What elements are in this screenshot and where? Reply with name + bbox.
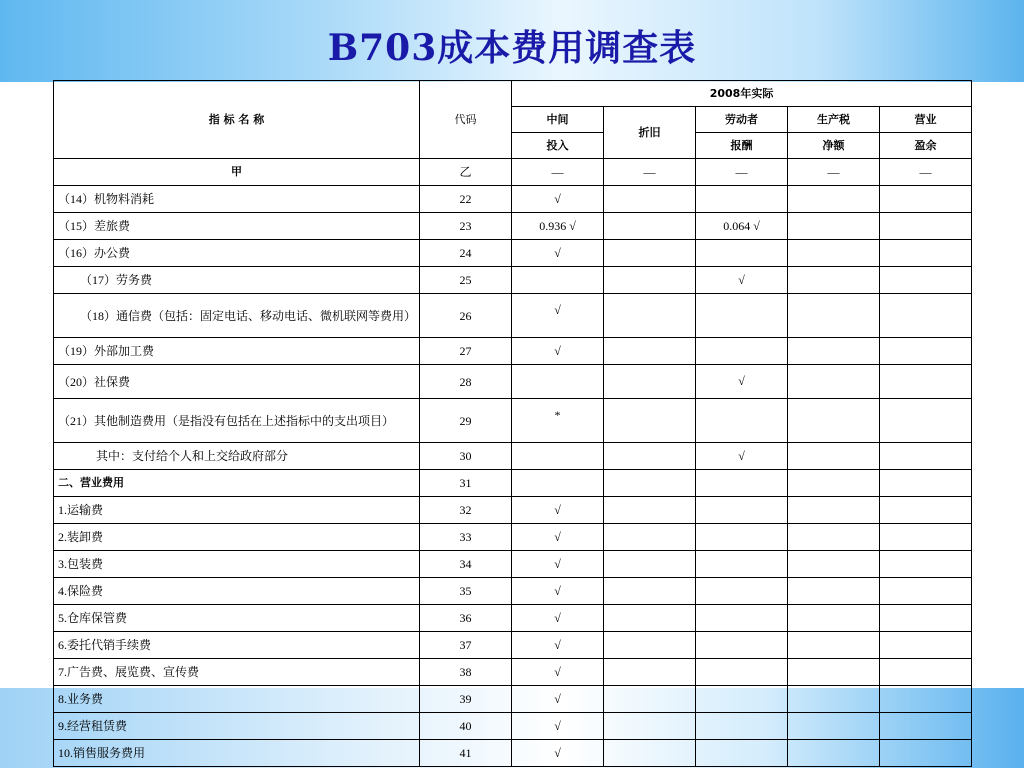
intermediate-input-cell: √ [512, 659, 604, 686]
indicator-name-cell: 8.业务费 [54, 686, 420, 713]
labor-comp-cell: √ [696, 443, 788, 470]
code-cell: 22 [420, 186, 512, 213]
labor-comp-cell [696, 186, 788, 213]
intermediate-input-cell: √ [512, 605, 604, 632]
indicator-name-cell: （15）差旅费 [54, 213, 420, 240]
surplus-cell [880, 240, 972, 267]
net-tax-cell [788, 267, 880, 294]
labor-comp-cell [696, 497, 788, 524]
code-cell: 24 [420, 240, 512, 267]
header-row-1 [54, 81, 972, 107]
table-row [54, 186, 972, 213]
labor-comp-cell [696, 338, 788, 365]
indicator-name-cell: 10.销售服务费用 [54, 740, 420, 767]
surplus-cell [880, 213, 972, 240]
depreciation-cell [604, 686, 696, 713]
code-cell: 29 [420, 399, 512, 443]
code-header: 代码 [420, 81, 512, 159]
labor-comp-cell [696, 470, 788, 497]
intermediate-input-cell: 0.936 √ [512, 213, 604, 240]
indicator-name-cell: （20）社保费 [54, 365, 420, 399]
labor-comp-cell [696, 740, 788, 767]
labor-comp-cell [696, 659, 788, 686]
surplus-cell [880, 632, 972, 659]
table-row [54, 338, 972, 365]
intermediate-input-cell: √ [512, 740, 604, 767]
depreciation-cell [604, 365, 696, 399]
surplus-cell [880, 497, 972, 524]
code-cell: 27 [420, 338, 512, 365]
depreciation-cell [604, 186, 696, 213]
labor-comp-cell [696, 524, 788, 551]
depreciation-cell [604, 470, 696, 497]
net-tax-header-line2: 净额 [788, 133, 880, 159]
table-row [54, 294, 972, 338]
table-row [54, 659, 972, 686]
code-cell: 25 [420, 267, 512, 294]
table-row [54, 740, 972, 767]
depreciation-cell [604, 551, 696, 578]
net-tax-cell [788, 524, 880, 551]
table-row [54, 365, 972, 399]
surplus-cell [880, 470, 972, 497]
net-tax-cell [788, 740, 880, 767]
depreciation-cell [604, 578, 696, 605]
intermediate-input-cell: * [512, 399, 604, 443]
intermediate-input-cell: √ [512, 632, 604, 659]
net-tax-cell [788, 551, 880, 578]
table-row [54, 605, 972, 632]
labor-comp-cell [696, 686, 788, 713]
net-tax-cell [788, 399, 880, 443]
net-tax-cell [788, 294, 880, 338]
net-tax-cell [788, 338, 880, 365]
depreciation-cell [604, 294, 696, 338]
intermediate-input-cell: √ [512, 338, 604, 365]
depreciation-cell [604, 338, 696, 365]
table-row [54, 578, 972, 605]
indicator-name-cell: 7.广告费、展览费、宣传费 [54, 659, 420, 686]
labor-comp-cell: 0.064 √ [696, 213, 788, 240]
ref-dash: — [512, 159, 604, 186]
code-cell: 34 [420, 551, 512, 578]
intermediate-input-cell: √ [512, 240, 604, 267]
surplus-cell [880, 686, 972, 713]
depreciation-cell [604, 659, 696, 686]
code-cell: 38 [420, 659, 512, 686]
code-cell: 32 [420, 497, 512, 524]
indicator-name-cell: 9.经营租赁费 [54, 713, 420, 740]
net-tax-cell [788, 659, 880, 686]
net-tax-cell [788, 713, 880, 740]
labor-comp-cell [696, 632, 788, 659]
ref-dash: — [604, 159, 696, 186]
indicator-name-cell: 3.包装费 [54, 551, 420, 578]
indicator-name-cell: 1.运输费 [54, 497, 420, 524]
table-row [54, 497, 972, 524]
code-cell: 40 [420, 713, 512, 740]
indicator-name-cell: 其中：支付给个人和上交给政府部分 [54, 443, 420, 470]
ref-dash: — [696, 159, 788, 186]
indicator-name-cell: 5.仓库保管费 [54, 605, 420, 632]
depreciation-cell [604, 524, 696, 551]
surplus-cell [880, 294, 972, 338]
code-cell: 26 [420, 294, 512, 338]
depreciation-cell [604, 267, 696, 294]
surplus-cell [880, 713, 972, 740]
intermediate-input-cell: √ [512, 497, 604, 524]
labor-comp-cell [696, 294, 788, 338]
net-tax-cell [788, 578, 880, 605]
table-row [54, 632, 972, 659]
surplus-header-line1: 营业 [880, 107, 972, 133]
code-cell: 31 [420, 470, 512, 497]
code-cell: 41 [420, 740, 512, 767]
net-tax-cell [788, 365, 880, 399]
indicator-name-cell: （17）劳务费 [54, 267, 420, 294]
surplus-cell [880, 399, 972, 443]
table-row [54, 213, 972, 240]
table-row [54, 240, 972, 267]
depreciation-cell [604, 740, 696, 767]
net-tax-cell [788, 632, 880, 659]
surplus-cell [880, 659, 972, 686]
intermediate-input-cell: √ [512, 186, 604, 213]
net-tax-cell [788, 686, 880, 713]
indicator-name-cell: 6.委托代销手续费 [54, 632, 420, 659]
table-row [54, 443, 972, 470]
code-cell: 35 [420, 578, 512, 605]
code-cell: 36 [420, 605, 512, 632]
depreciation-cell [604, 399, 696, 443]
indicator-name-cell: 4.保险费 [54, 578, 420, 605]
code-cell: 23 [420, 213, 512, 240]
code-cell: 33 [420, 524, 512, 551]
net-tax-cell [788, 213, 880, 240]
intermediate-input-cell: √ [512, 713, 604, 740]
net-tax-cell [788, 497, 880, 524]
depreciation-cell [604, 632, 696, 659]
intermediate-input-cell [512, 470, 604, 497]
code-cell: 39 [420, 686, 512, 713]
depreciation-cell [604, 497, 696, 524]
table-row [54, 686, 972, 713]
code-cell: 30 [420, 443, 512, 470]
cost-survey-table [53, 80, 972, 767]
depreciation-cell [604, 443, 696, 470]
indicator-name-cell: 2.装卸费 [54, 524, 420, 551]
intermediate-input-cell [512, 267, 604, 294]
labor-comp-cell [696, 399, 788, 443]
depreciation-cell [604, 713, 696, 740]
table-row [54, 524, 972, 551]
surplus-cell [880, 740, 972, 767]
depreciation-cell [604, 213, 696, 240]
ref-name: 甲 [54, 159, 420, 186]
surplus-cell [880, 578, 972, 605]
net-tax-header-line1: 生产税 [788, 107, 880, 133]
year-group-header: 2008年实际 [512, 81, 972, 107]
ref-dash: — [880, 159, 972, 186]
surplus-cell [880, 186, 972, 213]
surplus-cell [880, 443, 972, 470]
intermediate-input-header-line2: 投入 [512, 133, 604, 159]
table-row [54, 470, 972, 497]
reference-row [54, 159, 972, 186]
depreciation-header: 折旧 [604, 107, 696, 159]
intermediate-input-cell [512, 443, 604, 470]
surplus-cell [880, 365, 972, 399]
labor-comp-header-line1: 劳动者 [696, 107, 788, 133]
surplus-cell [880, 267, 972, 294]
indicator-name-header: 指 标 名 称 [54, 81, 420, 159]
code-cell: 28 [420, 365, 512, 399]
intermediate-input-cell: √ [512, 294, 604, 338]
table-row [54, 551, 972, 578]
ref-dash: — [788, 159, 880, 186]
net-tax-cell [788, 605, 880, 632]
depreciation-cell [604, 240, 696, 267]
table-row [54, 713, 972, 740]
table-row [54, 267, 972, 294]
indicator-name-cell: （14）机物料消耗 [54, 186, 420, 213]
surplus-cell [880, 605, 972, 632]
labor-comp-cell [696, 605, 788, 632]
net-tax-cell [788, 443, 880, 470]
net-tax-cell [788, 186, 880, 213]
intermediate-input-cell: √ [512, 686, 604, 713]
indicator-name-cell: （16）办公费 [54, 240, 420, 267]
labor-comp-cell: √ [696, 365, 788, 399]
intermediate-input-cell: √ [512, 578, 604, 605]
net-tax-cell [788, 240, 880, 267]
labor-comp-cell [696, 713, 788, 740]
intermediate-input-cell: √ [512, 524, 604, 551]
net-tax-cell [788, 470, 880, 497]
surplus-cell [880, 338, 972, 365]
labor-comp-cell [696, 578, 788, 605]
table-row [54, 399, 972, 443]
depreciation-cell [604, 605, 696, 632]
labor-comp-cell: √ [696, 267, 788, 294]
surplus-cell [880, 551, 972, 578]
indicator-name-cell: （18）通信费（包括：固定电话、移动电话、微机联网等费用） [54, 294, 420, 338]
labor-comp-cell [696, 551, 788, 578]
indicator-name-cell: （19）外部加工费 [54, 338, 420, 365]
intermediate-input-cell [512, 365, 604, 399]
labor-comp-header-line2: 报酬 [696, 133, 788, 159]
indicator-name-cell: （21）其他制造费用（是指没有包括在上述指标中的支出项目） [54, 399, 420, 443]
intermediate-input-cell: √ [512, 551, 604, 578]
surplus-cell [880, 524, 972, 551]
intermediate-input-header-line1: 中间 [512, 107, 604, 133]
labor-comp-cell [696, 240, 788, 267]
page-title: B703成本费用调查表 [327, 27, 697, 69]
code-cell: 37 [420, 632, 512, 659]
indicator-name-cell: 二、营业费用 [54, 470, 420, 497]
surplus-header-line2: 盈余 [880, 133, 972, 159]
ref-code: 乙 [420, 159, 512, 186]
